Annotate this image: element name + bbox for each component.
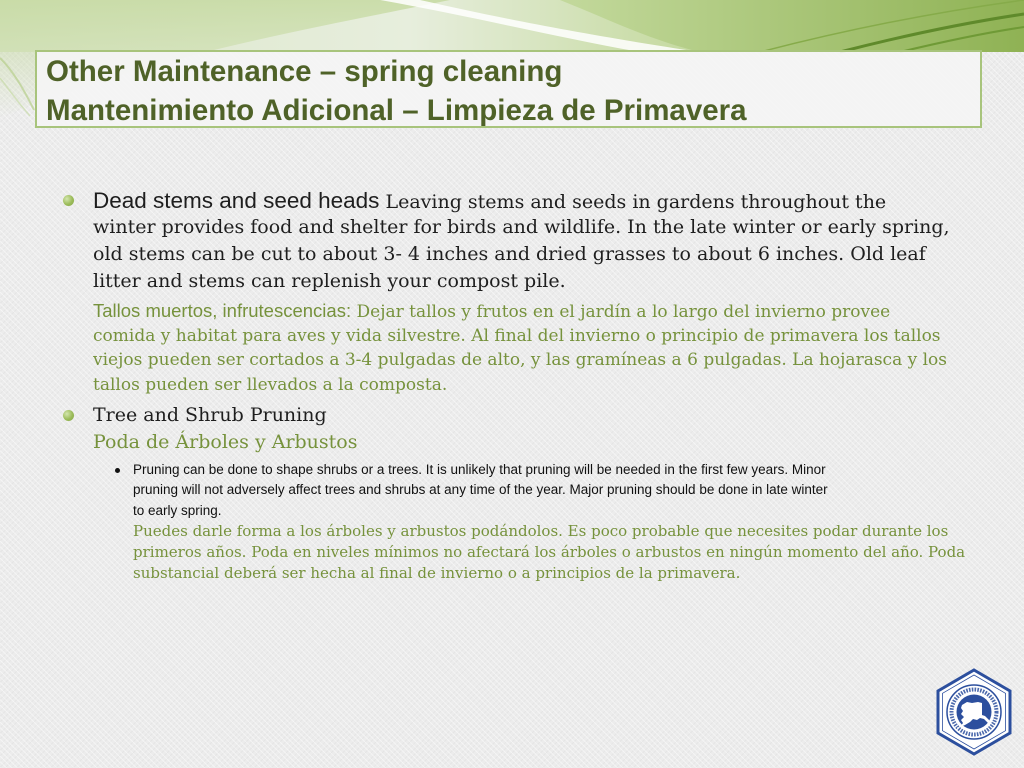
text-line: old stems can be cut to about 3- 4 inches and dried grasses to about 6 inches. Old leaf [93,243,926,265]
bullet-heading: Dead stems and seed heads [93,188,380,213]
text-line: viejos pueden ser cortados a 3-4 pulgadas de alto, y las gramíneas a 6 pulgadas. La hojarasca y los [93,350,948,370]
slide-title-box [35,50,982,128]
bullet-item-pruning [0,402,1024,585]
text-line: tallos pueden ser llevados a la composta. [93,374,448,395]
text-line: comida y habitat para aves y vida silvestre. Al final del invierno o principio de primavera los tallos [93,325,941,346]
text-line: primeros años. Poda en niveles mínimos no afectará los árboles o arbustos en ningún momento del año. Poda [133,543,966,562]
sub-bullet-item [93,460,1024,585]
text-line: Pruning can be done to shape shrubs or a trees. It is unlikely that pruning will be needed in the first few years. Minor [133,461,826,477]
text-line: litter and stems can replenish your compost pile. [93,270,566,292]
bullet-text-spanish: Dejar tallos y frutos en el jardín a lo largo del invierno provee [356,302,891,322]
sub-bullet-dot [115,468,120,473]
text-line: Puedes darle forma a los árboles y arbustos podándolos. Es poco probable que necesites podar durante los [133,522,949,541]
bullet-heading: Tree and Shrub Pruning [93,403,327,426]
bullet-english-text [93,187,1024,295]
slide-title-english: Other Maintenance – spring cleaning [46,55,563,88]
bullet-text: Leaving stems and seeds in gardens throughout the [385,191,887,213]
bullet-heading-spanish: Tallos muertos, infrutescencias: [93,300,352,321]
text-line: winter provides food and shelter for birds and wildlife. In the late winter or early spring, [93,216,950,238]
text-line [93,187,1024,214]
bullet-heading-spanish: Poda de Árboles y Arbustos [93,430,358,453]
bullet-dot [63,195,74,206]
text-line: pruning will not adversely affect trees and shrubs at any time of the year. Major pruning should be done in late winter [133,482,828,498]
bullet-item-dead-stems [0,187,1024,397]
slide-body [0,187,1024,584]
text-line: to early spring. [133,502,222,518]
slide-title-spanish: Mantenimiento Adicional – Limpieza de Primavera [46,94,747,127]
alaska-hexagon-logo-icon [936,668,1012,756]
bullet-dot [63,410,74,421]
text-line [93,299,1024,324]
text-line: substancial deberá ser hecha al final de invierno o a principios de la primavera. [133,564,741,583]
bullet-spanish-text [93,299,1024,397]
